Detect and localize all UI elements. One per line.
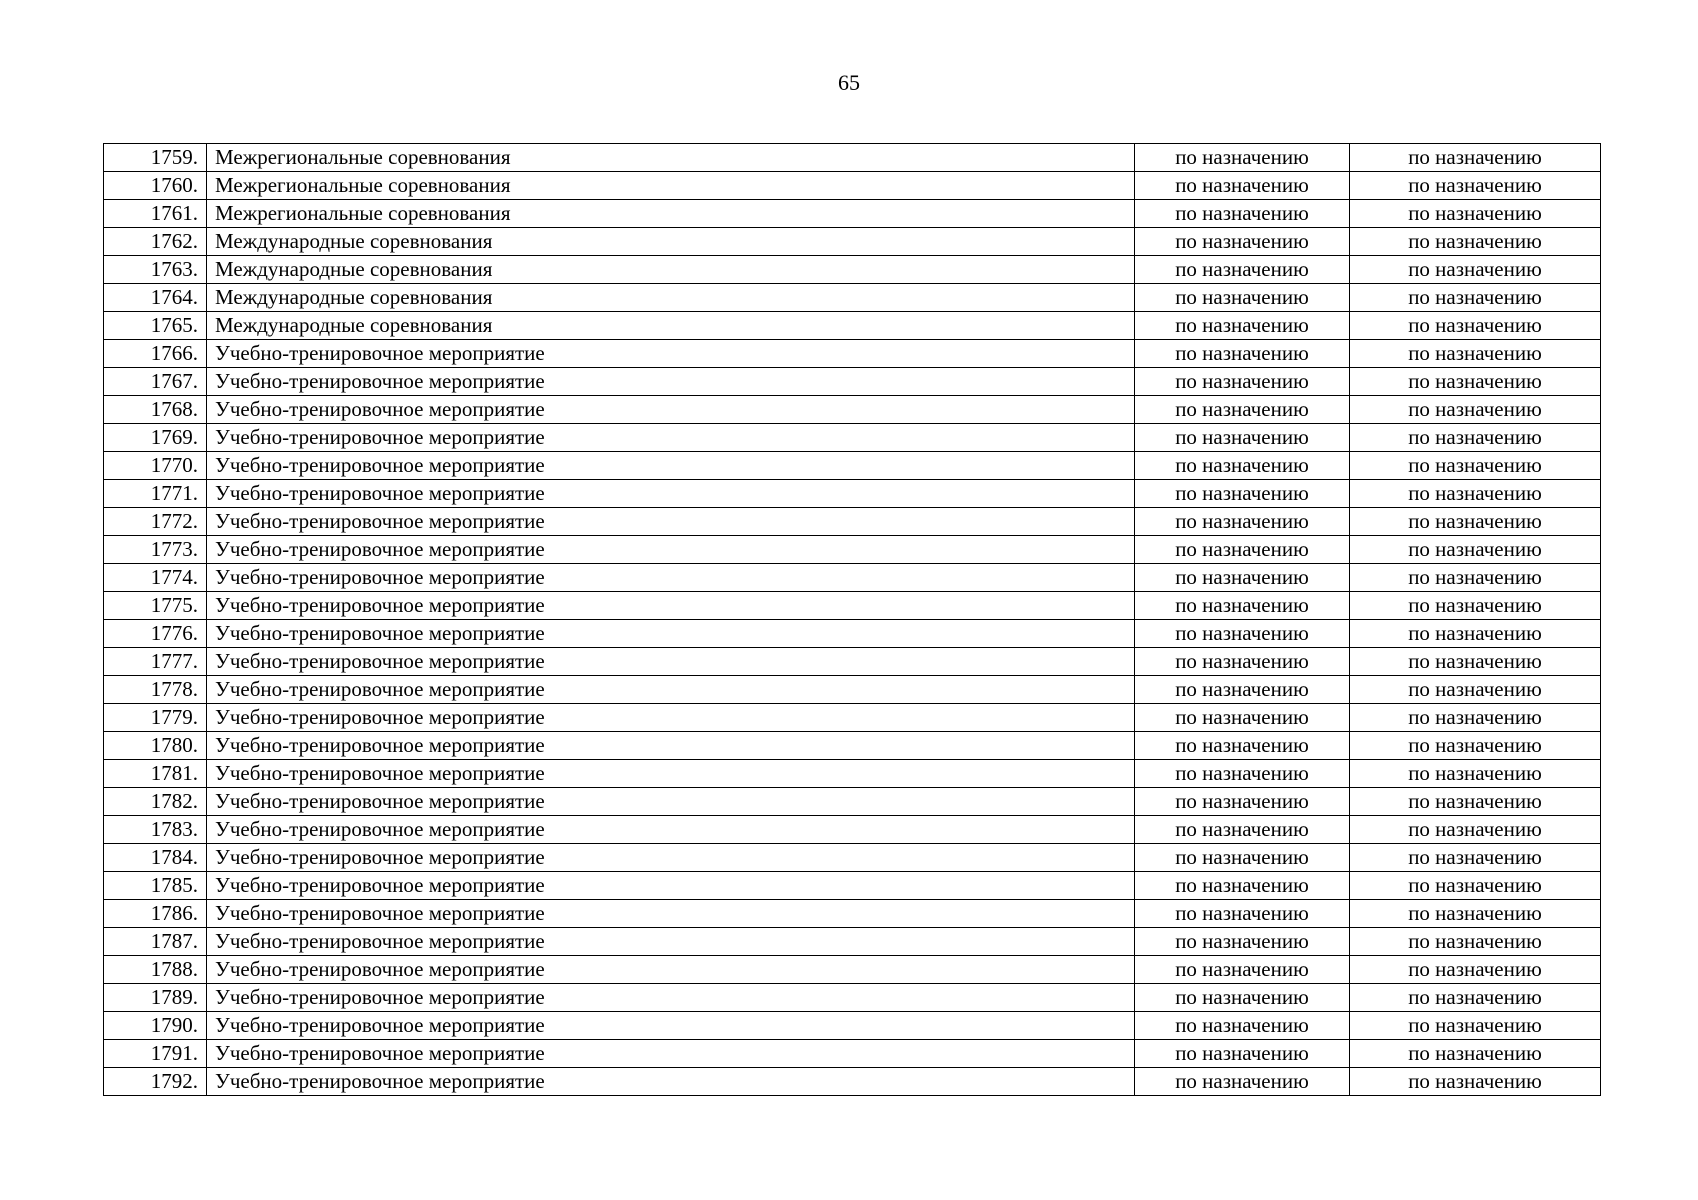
assignment-cell: по назначению: [1350, 284, 1601, 312]
assignment-cell: по назначению: [1135, 508, 1350, 536]
table-row: [104, 424, 1601, 452]
table-row: [104, 844, 1601, 872]
row-number-cell: 1763.: [104, 256, 207, 284]
event-name-cell: Учебно-тренировочное мероприятие: [207, 452, 1135, 480]
assignment-cell: по назначению: [1350, 592, 1601, 620]
event-name-cell: Учебно-тренировочное мероприятие: [207, 396, 1135, 424]
assignment-cell: по назначению: [1135, 536, 1350, 564]
assignment-cell: по назначению: [1350, 676, 1601, 704]
event-name-cell: Межрегиональные соревнования: [207, 172, 1135, 200]
table-row: [104, 956, 1601, 984]
event-name-cell: Учебно-тренировочное мероприятие: [207, 984, 1135, 1012]
event-name-cell: Учебно-тренировочное мероприятие: [207, 816, 1135, 844]
event-name-cell: Учебно-тренировочное мероприятие: [207, 900, 1135, 928]
assignment-cell: по назначению: [1135, 1012, 1350, 1040]
row-number-cell: 1774.: [104, 564, 207, 592]
table-row: [104, 900, 1601, 928]
table-row: [104, 928, 1601, 956]
event-name-cell: Учебно-тренировочное мероприятие: [207, 620, 1135, 648]
assignment-cell: по назначению: [1350, 956, 1601, 984]
assignment-cell: по назначению: [1350, 256, 1601, 284]
row-number-cell: 1777.: [104, 648, 207, 676]
table-row: [104, 704, 1601, 732]
row-number-cell: 1790.: [104, 1012, 207, 1040]
table-row: [104, 480, 1601, 508]
row-number-cell: 1787.: [104, 928, 207, 956]
table-row: [104, 312, 1601, 340]
row-number-cell: 1788.: [104, 956, 207, 984]
event-name-cell: Учебно-тренировочное мероприятие: [207, 1012, 1135, 1040]
event-name-cell: Учебно-тренировочное мероприятие: [207, 844, 1135, 872]
assignment-cell: по назначению: [1350, 984, 1601, 1012]
assignment-cell: по назначению: [1350, 424, 1601, 452]
assignment-cell: по назначению: [1350, 228, 1601, 256]
assignment-cell: по назначению: [1350, 648, 1601, 676]
table-row: [104, 816, 1601, 844]
assignment-cell: по назначению: [1135, 200, 1350, 228]
assignment-cell: по назначению: [1350, 452, 1601, 480]
assignment-cell: по назначению: [1350, 816, 1601, 844]
assignment-cell: по назначению: [1135, 620, 1350, 648]
event-name-cell: Учебно-тренировочное мероприятие: [207, 1040, 1135, 1068]
row-number-cell: 1759.: [104, 144, 207, 172]
event-name-cell: Учебно-тренировочное мероприятие: [207, 676, 1135, 704]
event-name-cell: Учебно-тренировочное мероприятие: [207, 704, 1135, 732]
assignment-cell: по назначению: [1135, 900, 1350, 928]
table-row: [104, 396, 1601, 424]
assignment-cell: по назначению: [1135, 480, 1350, 508]
assignment-cell: по назначению: [1135, 564, 1350, 592]
event-name-cell: Международные соревнования: [207, 256, 1135, 284]
page-number: 65: [838, 70, 860, 95]
assignment-cell: по назначению: [1350, 536, 1601, 564]
row-number-cell: 1785.: [104, 872, 207, 900]
assignment-cell: по назначению: [1135, 732, 1350, 760]
assignment-cell: по назначению: [1135, 144, 1350, 172]
assignment-cell: по назначению: [1350, 872, 1601, 900]
table-row: [104, 1040, 1601, 1068]
event-name-cell: Учебно-тренировочное мероприятие: [207, 648, 1135, 676]
table-row: [104, 508, 1601, 536]
assignment-cell: по назначению: [1135, 816, 1350, 844]
assignment-cell: по назначению: [1350, 704, 1601, 732]
event-name-cell: Межрегиональные соревнования: [207, 144, 1135, 172]
assignment-cell: по назначению: [1135, 872, 1350, 900]
row-number-cell: 1770.: [104, 452, 207, 480]
row-number-cell: 1764.: [104, 284, 207, 312]
row-number-cell: 1768.: [104, 396, 207, 424]
assignment-cell: по назначению: [1135, 1040, 1350, 1068]
row-number-cell: 1791.: [104, 1040, 207, 1068]
assignment-cell: по назначению: [1135, 648, 1350, 676]
event-name-cell: Учебно-тренировочное мероприятие: [207, 872, 1135, 900]
event-name-cell: Международные соревнования: [207, 312, 1135, 340]
event-name-cell: Учебно-тренировочное мероприятие: [207, 592, 1135, 620]
table-row: [104, 452, 1601, 480]
assignment-cell: по назначению: [1135, 312, 1350, 340]
assignment-cell: по назначению: [1350, 172, 1601, 200]
table-row: [104, 284, 1601, 312]
assignment-cell: по назначению: [1135, 788, 1350, 816]
row-number-cell: 1775.: [104, 592, 207, 620]
table-row: [104, 592, 1601, 620]
assignment-cell: по назначению: [1350, 1040, 1601, 1068]
row-number-cell: 1784.: [104, 844, 207, 872]
row-number-cell: 1779.: [104, 704, 207, 732]
assignment-cell: по назначению: [1350, 928, 1601, 956]
row-number-cell: 1769.: [104, 424, 207, 452]
table-row: [104, 1068, 1601, 1096]
row-number-cell: 1771.: [104, 480, 207, 508]
assignment-cell: по назначению: [1135, 1068, 1350, 1096]
assignment-cell: по назначению: [1135, 676, 1350, 704]
row-number-cell: 1762.: [104, 228, 207, 256]
event-name-cell: Учебно-тренировочное мероприятие: [207, 1068, 1135, 1096]
table-row: [104, 676, 1601, 704]
table-row: [104, 172, 1601, 200]
row-number-cell: 1782.: [104, 788, 207, 816]
event-name-cell: Учебно-тренировочное мероприятие: [207, 732, 1135, 760]
assignment-cell: по назначению: [1135, 256, 1350, 284]
event-name-cell: Учебно-тренировочное мероприятие: [207, 760, 1135, 788]
row-number-cell: 1786.: [104, 900, 207, 928]
event-name-cell: Учебно-тренировочное мероприятие: [207, 480, 1135, 508]
table-row: [104, 732, 1601, 760]
event-name-cell: Межрегиональные соревнования: [207, 200, 1135, 228]
assignment-cell: по назначению: [1350, 620, 1601, 648]
assignment-cell: по назначению: [1135, 172, 1350, 200]
table-row: [104, 564, 1601, 592]
assignment-cell: по назначению: [1350, 312, 1601, 340]
row-number-cell: 1789.: [104, 984, 207, 1012]
row-number-cell: 1772.: [104, 508, 207, 536]
event-name-cell: Учебно-тренировочное мероприятие: [207, 564, 1135, 592]
assignment-cell: по назначению: [1350, 844, 1601, 872]
assignment-cell: по назначению: [1350, 396, 1601, 424]
assignment-cell: по назначению: [1135, 368, 1350, 396]
row-number-cell: 1781.: [104, 760, 207, 788]
assignment-cell: по назначению: [1135, 928, 1350, 956]
assignment-cell: по назначению: [1135, 284, 1350, 312]
assignment-cell: по назначению: [1350, 368, 1601, 396]
assignment-cell: по назначению: [1135, 984, 1350, 1012]
assignment-cell: по назначению: [1135, 592, 1350, 620]
assignment-cell: по назначению: [1135, 228, 1350, 256]
assignment-cell: по назначению: [1350, 1012, 1601, 1040]
assignment-cell: по назначению: [1350, 732, 1601, 760]
assignment-cell: по назначению: [1135, 760, 1350, 788]
event-name-cell: Учебно-тренировочное мероприятие: [207, 536, 1135, 564]
row-number-cell: 1776.: [104, 620, 207, 648]
assignment-cell: по назначению: [1350, 788, 1601, 816]
table-row: [104, 368, 1601, 396]
table-row: [104, 872, 1601, 900]
assignment-cell: по назначению: [1135, 340, 1350, 368]
table-row: [104, 620, 1601, 648]
table-row: [104, 984, 1601, 1012]
row-number-cell: 1761.: [104, 200, 207, 228]
row-number-cell: 1760.: [104, 172, 207, 200]
assignment-cell: по назначению: [1350, 1068, 1601, 1096]
event-name-cell: Учебно-тренировочное мероприятие: [207, 788, 1135, 816]
table-row: [104, 256, 1601, 284]
events-table: [103, 143, 1601, 1096]
assignment-cell: по назначению: [1350, 508, 1601, 536]
assignment-cell: по назначению: [1135, 956, 1350, 984]
row-number-cell: 1792.: [104, 1068, 207, 1096]
assignment-cell: по назначению: [1350, 564, 1601, 592]
row-number-cell: 1780.: [104, 732, 207, 760]
row-number-cell: 1766.: [104, 340, 207, 368]
event-name-cell: Учебно-тренировочное мероприятие: [207, 424, 1135, 452]
event-name-cell: Международные соревнования: [207, 284, 1135, 312]
assignment-cell: по назначению: [1135, 844, 1350, 872]
event-name-cell: Учебно-тренировочное мероприятие: [207, 340, 1135, 368]
assignment-cell: по назначению: [1350, 760, 1601, 788]
table-row: [104, 788, 1601, 816]
event-name-cell: Учебно-тренировочное мероприятие: [207, 368, 1135, 396]
table-row: [104, 340, 1601, 368]
assignment-cell: по назначению: [1135, 704, 1350, 732]
table-row: [104, 228, 1601, 256]
assignment-cell: по назначению: [1350, 480, 1601, 508]
assignment-cell: по назначению: [1135, 452, 1350, 480]
table-row: [104, 536, 1601, 564]
table-body: [104, 144, 1601, 1096]
event-name-cell: Учебно-тренировочное мероприятие: [207, 508, 1135, 536]
assignment-cell: по назначению: [1350, 200, 1601, 228]
table-row: [104, 760, 1601, 788]
assignment-cell: по назначению: [1135, 396, 1350, 424]
table-row: [104, 200, 1601, 228]
event-name-cell: Учебно-тренировочное мероприятие: [207, 956, 1135, 984]
table-row: [104, 648, 1601, 676]
table-row: [104, 1012, 1601, 1040]
row-number-cell: 1767.: [104, 368, 207, 396]
assignment-cell: по назначению: [1350, 144, 1601, 172]
row-number-cell: 1765.: [104, 312, 207, 340]
event-name-cell: Учебно-тренировочное мероприятие: [207, 928, 1135, 956]
table-row: [104, 144, 1601, 172]
row-number-cell: 1773.: [104, 536, 207, 564]
row-number-cell: 1778.: [104, 676, 207, 704]
event-name-cell: Международные соревнования: [207, 228, 1135, 256]
row-number-cell: 1783.: [104, 816, 207, 844]
assignment-cell: по назначению: [1350, 900, 1601, 928]
assignment-cell: по назначению: [1350, 340, 1601, 368]
assignment-cell: по назначению: [1135, 424, 1350, 452]
